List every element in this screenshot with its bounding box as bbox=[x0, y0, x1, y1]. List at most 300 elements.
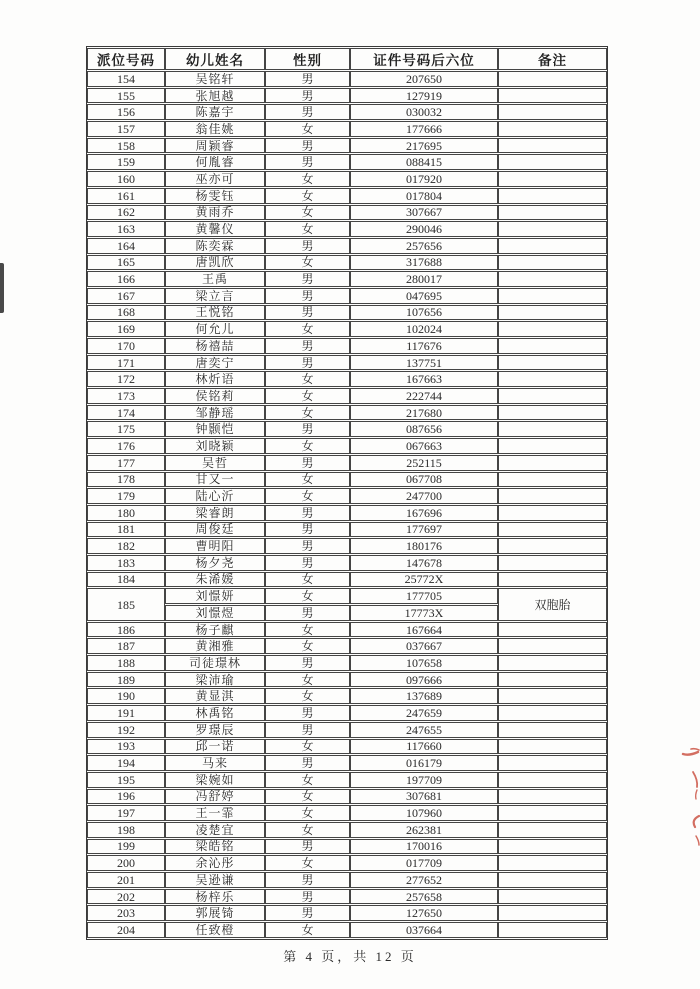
table-row bbox=[87, 71, 607, 87]
cell-gender: 女 bbox=[265, 739, 350, 755]
table-row bbox=[87, 455, 607, 471]
cell-id6: 167696 bbox=[350, 505, 498, 521]
cell-gender: 女 bbox=[265, 822, 350, 838]
table-row bbox=[87, 655, 607, 671]
table-row bbox=[87, 538, 607, 554]
cell-id6: 107658 bbox=[350, 655, 498, 671]
cell-note bbox=[498, 71, 607, 87]
cell-id6: 030032 bbox=[350, 104, 498, 120]
table-row bbox=[87, 104, 607, 120]
cell-note bbox=[498, 288, 607, 304]
cell-gender: 男 bbox=[265, 872, 350, 888]
cell-number: 163 bbox=[87, 221, 165, 237]
cell-number: 193 bbox=[87, 739, 165, 755]
table-row bbox=[87, 388, 607, 404]
cell-id6: 147678 bbox=[350, 555, 498, 571]
cell-name: 钟颢恺 bbox=[165, 421, 265, 437]
cell-gender: 女 bbox=[265, 572, 350, 588]
cell-id6: 067663 bbox=[350, 438, 498, 454]
cell-name: 何允儿 bbox=[165, 321, 265, 337]
table-row bbox=[87, 188, 607, 204]
table-row bbox=[87, 238, 607, 254]
cell-id6: 217680 bbox=[350, 405, 498, 421]
cell-name: 周俊廷 bbox=[165, 522, 265, 538]
cell-gender: 男 bbox=[265, 522, 350, 538]
table-row bbox=[87, 839, 607, 855]
cell-gender: 男 bbox=[265, 722, 350, 738]
table-row bbox=[87, 905, 607, 921]
cell-note bbox=[498, 355, 607, 371]
table-row bbox=[87, 855, 607, 871]
cell-number: 182 bbox=[87, 538, 165, 554]
cell-id6: 107960 bbox=[350, 805, 498, 821]
col-header-gender: 性别 bbox=[265, 48, 350, 70]
cell-gender: 男 bbox=[265, 555, 350, 571]
cell-note bbox=[498, 421, 607, 437]
cell-id6: 067708 bbox=[350, 472, 498, 488]
cell-id6: 252115 bbox=[350, 455, 498, 471]
cell-id6: 277652 bbox=[350, 872, 498, 888]
cell-number: 172 bbox=[87, 371, 165, 387]
cell-note bbox=[498, 171, 607, 187]
cell-name: 甘又一 bbox=[165, 472, 265, 488]
cell-number: 204 bbox=[87, 922, 165, 938]
cell-id6: 017920 bbox=[350, 171, 498, 187]
cell-name: 刘憬妍 bbox=[165, 588, 265, 604]
cell-note bbox=[498, 238, 607, 254]
cell-id6: 102024 bbox=[350, 321, 498, 337]
cell-id6: 217695 bbox=[350, 138, 498, 154]
cell-id6: 037664 bbox=[350, 922, 498, 938]
cell-name: 刘晓颖 bbox=[165, 438, 265, 454]
cell-note bbox=[498, 622, 607, 638]
cell-note bbox=[498, 889, 607, 905]
table-row bbox=[87, 722, 607, 738]
cell-note bbox=[498, 905, 607, 921]
cell-note bbox=[498, 672, 607, 688]
cell-name: 侯铭莉 bbox=[165, 388, 265, 404]
cell-number: 195 bbox=[87, 772, 165, 788]
cell-number: 165 bbox=[87, 255, 165, 271]
cell-gender: 女 bbox=[265, 405, 350, 421]
cell-gender: 男 bbox=[265, 421, 350, 437]
cell-name: 朱浠媛 bbox=[165, 572, 265, 588]
cell-number: 190 bbox=[87, 688, 165, 704]
cell-name: 陈嘉宇 bbox=[165, 104, 265, 120]
cell-name: 杨梓乐 bbox=[165, 889, 265, 905]
table-row bbox=[87, 338, 607, 354]
cell-note bbox=[498, 655, 607, 671]
cell-gender: 男 bbox=[265, 305, 350, 321]
cell-number: 173 bbox=[87, 388, 165, 404]
cell-note bbox=[498, 839, 607, 855]
table-row bbox=[87, 922, 607, 938]
cell-note bbox=[498, 88, 607, 104]
cell-name: 唐凯欣 bbox=[165, 255, 265, 271]
table-row bbox=[87, 138, 607, 154]
cell-number: 187 bbox=[87, 638, 165, 654]
cell-number: 177 bbox=[87, 455, 165, 471]
cell-number: 178 bbox=[87, 472, 165, 488]
cell-number: 198 bbox=[87, 822, 165, 838]
cell-name: 吴铭轩 bbox=[165, 71, 265, 87]
cell-name: 吴逊谦 bbox=[165, 872, 265, 888]
cell-name: 吴哲 bbox=[165, 455, 265, 471]
cell-name: 冯舒婷 bbox=[165, 789, 265, 805]
cell-note bbox=[498, 271, 607, 287]
table-row bbox=[87, 739, 607, 755]
cell-gender: 男 bbox=[265, 605, 350, 621]
cell-gender: 女 bbox=[265, 772, 350, 788]
cell-id6: 167664 bbox=[350, 622, 498, 638]
table-row bbox=[87, 488, 607, 504]
table-row bbox=[87, 505, 607, 521]
cell-note bbox=[498, 121, 607, 137]
cell-id6: 197709 bbox=[350, 772, 498, 788]
cell-note bbox=[498, 205, 607, 221]
cell-gender: 男 bbox=[265, 705, 350, 721]
cell-number: 202 bbox=[87, 889, 165, 905]
cell-name: 刘憬煜 bbox=[165, 605, 265, 621]
cell-name: 司徒璟林 bbox=[165, 655, 265, 671]
cell-gender: 女 bbox=[265, 388, 350, 404]
cell-id6: 247655 bbox=[350, 722, 498, 738]
cell-number: 160 bbox=[87, 171, 165, 187]
cell-id6: 117660 bbox=[350, 739, 498, 755]
cell-id6: 137751 bbox=[350, 355, 498, 371]
table-row bbox=[87, 255, 607, 271]
cell-note bbox=[498, 805, 607, 821]
cell-name: 黄湘雅 bbox=[165, 638, 265, 654]
cell-note bbox=[498, 321, 607, 337]
cell-name: 陆心沂 bbox=[165, 488, 265, 504]
cell-number: 179 bbox=[87, 488, 165, 504]
cell-name: 张旭越 bbox=[165, 88, 265, 104]
cell-name: 曹明阳 bbox=[165, 538, 265, 554]
cell-id6: 222744 bbox=[350, 388, 498, 404]
cell-gender: 男 bbox=[265, 338, 350, 354]
cell-gender: 男 bbox=[265, 839, 350, 855]
cell-note bbox=[498, 338, 607, 354]
cell-name: 林禹铭 bbox=[165, 705, 265, 721]
table-body bbox=[87, 71, 607, 938]
cell-gender: 男 bbox=[265, 455, 350, 471]
cell-name: 邹静瑶 bbox=[165, 405, 265, 421]
cell-number: 155 bbox=[87, 88, 165, 104]
cell-gender: 男 bbox=[265, 889, 350, 905]
table-row bbox=[87, 171, 607, 187]
cell-name: 王悦铭 bbox=[165, 305, 265, 321]
cell-gender: 女 bbox=[265, 672, 350, 688]
cell-note bbox=[498, 405, 607, 421]
col-header-id6: 证件号码后六位 bbox=[350, 48, 498, 70]
table-row bbox=[87, 572, 607, 588]
cell-gender: 男 bbox=[265, 154, 350, 170]
cell-gender: 男 bbox=[265, 905, 350, 921]
table-row bbox=[87, 638, 607, 654]
table-row bbox=[87, 371, 607, 387]
cell-number: 174 bbox=[87, 405, 165, 421]
cell-gender: 男 bbox=[265, 88, 350, 104]
cell-note bbox=[498, 104, 607, 120]
cell-number: 181 bbox=[87, 522, 165, 538]
cell-note bbox=[498, 472, 607, 488]
cell-gender: 女 bbox=[265, 221, 350, 237]
cell-number: 168 bbox=[87, 305, 165, 321]
cell-number: 158 bbox=[87, 138, 165, 154]
table-row bbox=[87, 872, 607, 888]
cell-note bbox=[498, 538, 607, 554]
cell-note bbox=[498, 154, 607, 170]
cell-number: 176 bbox=[87, 438, 165, 454]
cell-name: 马来 bbox=[165, 755, 265, 771]
cell-gender: 女 bbox=[265, 438, 350, 454]
cell-note bbox=[498, 438, 607, 454]
cell-name: 周颖睿 bbox=[165, 138, 265, 154]
cell-id6: 177666 bbox=[350, 121, 498, 137]
cell-id6: 17773X bbox=[350, 605, 498, 621]
table-row bbox=[87, 772, 607, 788]
cell-gender: 女 bbox=[265, 121, 350, 137]
cell-id6: 207650 bbox=[350, 71, 498, 87]
cell-name: 翁佳姚 bbox=[165, 121, 265, 137]
cell-number: 157 bbox=[87, 121, 165, 137]
cell-note bbox=[498, 488, 607, 504]
cell-note bbox=[498, 872, 607, 888]
cell-number: 197 bbox=[87, 805, 165, 821]
cell-note bbox=[498, 572, 607, 588]
cell-gender: 男 bbox=[265, 505, 350, 521]
table-row bbox=[87, 672, 607, 688]
table-row bbox=[87, 221, 607, 237]
col-header-name: 幼儿姓名 bbox=[165, 48, 265, 70]
cell-id6: 097666 bbox=[350, 672, 498, 688]
cell-number: 171 bbox=[87, 355, 165, 371]
cell-name: 任致橙 bbox=[165, 922, 265, 938]
cell-id6: 247700 bbox=[350, 488, 498, 504]
table-header-row bbox=[87, 48, 607, 70]
cell-name: 梁沛瑜 bbox=[165, 672, 265, 688]
cell-note bbox=[498, 789, 607, 805]
cell-id6: 117676 bbox=[350, 338, 498, 354]
cell-number: 188 bbox=[87, 655, 165, 671]
cell-note bbox=[498, 705, 607, 721]
cell-note bbox=[498, 455, 607, 471]
cell-id6: 180176 bbox=[350, 538, 498, 554]
cell-note bbox=[498, 255, 607, 271]
cell-gender: 男 bbox=[265, 288, 350, 304]
cell-id6: 262381 bbox=[350, 822, 498, 838]
cell-id6: 016179 bbox=[350, 755, 498, 771]
table-row bbox=[87, 555, 607, 571]
cell-name: 陈奕霖 bbox=[165, 238, 265, 254]
cell-name: 王禹 bbox=[165, 271, 265, 287]
table-row bbox=[87, 688, 607, 704]
table-row bbox=[87, 472, 607, 488]
cell-number: 192 bbox=[87, 722, 165, 738]
cell-id6: 177705 bbox=[350, 588, 498, 604]
table-row bbox=[87, 421, 607, 437]
cell-gender: 女 bbox=[265, 789, 350, 805]
cell-id6: 107656 bbox=[350, 305, 498, 321]
table-row bbox=[87, 805, 607, 821]
cell-gender: 女 bbox=[265, 488, 350, 504]
cell-note bbox=[498, 188, 607, 204]
cell-note bbox=[498, 739, 607, 755]
placement-table bbox=[86, 46, 608, 940]
cell-gender: 女 bbox=[265, 622, 350, 638]
table-row bbox=[87, 705, 607, 721]
table-row bbox=[87, 321, 607, 337]
cell-id6: 137689 bbox=[350, 688, 498, 704]
table-row bbox=[87, 288, 607, 304]
cell-name: 杨夕尧 bbox=[165, 555, 265, 571]
cell-id6: 177697 bbox=[350, 522, 498, 538]
cell-gender: 女 bbox=[265, 188, 350, 204]
cell-name: 梁睿朗 bbox=[165, 505, 265, 521]
cell-number: 159 bbox=[87, 154, 165, 170]
table-row bbox=[87, 88, 607, 104]
cell-number: 189 bbox=[87, 672, 165, 688]
cell-number: 166 bbox=[87, 271, 165, 287]
cell-name: 唐奕宁 bbox=[165, 355, 265, 371]
table-row bbox=[87, 205, 607, 221]
cell-id6: 037667 bbox=[350, 638, 498, 654]
cell-number: 170 bbox=[87, 338, 165, 354]
table-row bbox=[87, 755, 607, 771]
cell-name: 梁皓铭 bbox=[165, 839, 265, 855]
cell-name: 黄显淇 bbox=[165, 688, 265, 704]
table-row bbox=[87, 121, 607, 137]
cell-id6: 017709 bbox=[350, 855, 498, 871]
cell-note bbox=[498, 221, 607, 237]
cell-name: 王一霏 bbox=[165, 805, 265, 821]
cell-number: 156 bbox=[87, 104, 165, 120]
cell-name: 邱一诺 bbox=[165, 739, 265, 755]
cell-name: 凌楚宜 bbox=[165, 822, 265, 838]
cell-note bbox=[498, 688, 607, 704]
cell-gender: 男 bbox=[265, 755, 350, 771]
cell-name: 梁婉如 bbox=[165, 772, 265, 788]
table-row bbox=[87, 154, 607, 170]
cell-note bbox=[498, 555, 607, 571]
cell-number: 200 bbox=[87, 855, 165, 871]
cell-number: 164 bbox=[87, 238, 165, 254]
cell-note bbox=[498, 755, 607, 771]
cell-id6: 127919 bbox=[350, 88, 498, 104]
table-row bbox=[87, 305, 607, 321]
cell-id6: 25772X bbox=[350, 572, 498, 588]
cell-note bbox=[498, 505, 607, 521]
cell-gender: 男 bbox=[265, 238, 350, 254]
cell-gender: 男 bbox=[265, 655, 350, 671]
cell-name: 林炘语 bbox=[165, 371, 265, 387]
table-row bbox=[87, 822, 607, 838]
cell-id6: 290046 bbox=[350, 221, 498, 237]
cell-gender: 女 bbox=[265, 922, 350, 938]
cell-number: 201 bbox=[87, 872, 165, 888]
cell-gender: 女 bbox=[265, 805, 350, 821]
cell-gender: 男 bbox=[265, 71, 350, 87]
cell-name: 梁立言 bbox=[165, 288, 265, 304]
cell-name: 巫亦可 bbox=[165, 171, 265, 187]
page-footer: 第 4 页，共 12 页 bbox=[283, 949, 417, 964]
cell-gender: 女 bbox=[265, 321, 350, 337]
cell-number: 203 bbox=[87, 905, 165, 921]
table-row bbox=[87, 438, 607, 454]
cell-gender: 男 bbox=[265, 271, 350, 287]
cell-name: 何胤睿 bbox=[165, 154, 265, 170]
cell-number: 186 bbox=[87, 622, 165, 638]
cell-id6: 087656 bbox=[350, 421, 498, 437]
cell-number: 161 bbox=[87, 188, 165, 204]
col-header-number: 派位号码 bbox=[87, 48, 165, 70]
cell-gender: 女 bbox=[265, 205, 350, 221]
cell-number: 180 bbox=[87, 505, 165, 521]
table-row bbox=[87, 355, 607, 371]
table-row bbox=[87, 522, 607, 538]
cell-note bbox=[498, 638, 607, 654]
cell-number: 196 bbox=[87, 789, 165, 805]
cell-number: 194 bbox=[87, 755, 165, 771]
cell-name: 郭展锜 bbox=[165, 905, 265, 921]
table-row bbox=[87, 271, 607, 287]
cell-number: 162 bbox=[87, 205, 165, 221]
cell-gender: 女 bbox=[265, 255, 350, 271]
cell-id6: 017804 bbox=[350, 188, 498, 204]
col-header-note: 备注 bbox=[498, 48, 607, 70]
table-row bbox=[87, 789, 607, 805]
cell-id6: 257658 bbox=[350, 889, 498, 905]
cell-id6: 047695 bbox=[350, 288, 498, 304]
cell-note bbox=[498, 822, 607, 838]
cell-id6: 307681 bbox=[350, 789, 498, 805]
cell-number: 199 bbox=[87, 839, 165, 855]
cell-number: 167 bbox=[87, 288, 165, 304]
cell-name: 杨禧喆 bbox=[165, 338, 265, 354]
scan-artifact-mark bbox=[0, 263, 4, 313]
cell-note bbox=[498, 855, 607, 871]
cell-gender: 男 bbox=[265, 538, 350, 554]
cell-number: 154 bbox=[87, 71, 165, 87]
table-row bbox=[87, 588, 607, 604]
cell-id6: 317688 bbox=[350, 255, 498, 271]
cell-note bbox=[498, 522, 607, 538]
cell-gender: 女 bbox=[265, 638, 350, 654]
cell-gender: 女 bbox=[265, 588, 350, 604]
cell-name: 罗璟辰 bbox=[165, 722, 265, 738]
cell-note bbox=[498, 388, 607, 404]
cell-id6: 307667 bbox=[350, 205, 498, 221]
cell-number: 183 bbox=[87, 555, 165, 571]
cell-note bbox=[498, 138, 607, 154]
cell-id6: 127650 bbox=[350, 905, 498, 921]
cell-id6: 280017 bbox=[350, 271, 498, 287]
cell-note bbox=[498, 371, 607, 387]
cell-note bbox=[498, 305, 607, 321]
table-row bbox=[87, 622, 607, 638]
cell-gender: 女 bbox=[265, 171, 350, 187]
table-row bbox=[87, 405, 607, 421]
cell-number: 184 bbox=[87, 572, 165, 588]
cell-gender: 女 bbox=[265, 371, 350, 387]
placement-table-wrap bbox=[86, 46, 606, 940]
cell-name: 杨子麒 bbox=[165, 622, 265, 638]
red-seal-fragment bbox=[676, 736, 700, 866]
cell-name: 黄雨乔 bbox=[165, 205, 265, 221]
cell-name: 余沁彤 bbox=[165, 855, 265, 871]
cell-number: 175 bbox=[87, 421, 165, 437]
